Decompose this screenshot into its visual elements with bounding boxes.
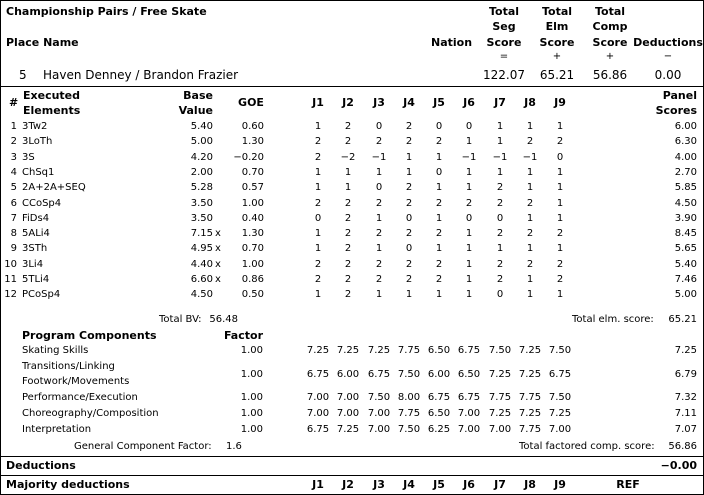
judge-score: 1 — [496, 136, 504, 148]
judge-score: 1 — [556, 182, 564, 194]
component-name: Interpretation — [22, 424, 92, 435]
judge-header: J4 — [403, 96, 415, 109]
component-score: 6.79 — [674, 369, 697, 380]
judge-score: 0 — [496, 289, 504, 301]
judge-header: J1 — [312, 96, 324, 109]
element-panel-score: 4.50 — [674, 197, 697, 209]
judge-score: 2 — [405, 197, 413, 209]
judge-score: 1 — [556, 121, 564, 132]
nation-header: Nation — [431, 36, 473, 49]
judge-score: 0 — [405, 212, 413, 224]
judge-score: 1 — [526, 166, 534, 178]
judge-score: 2 — [526, 197, 534, 209]
judge-score: 0 — [314, 212, 322, 224]
component-name: Skating Skills — [22, 345, 89, 356]
majority-judge-header: J1 — [312, 478, 324, 491]
judge-score: 0 — [465, 121, 473, 132]
judge-score: 7.25 — [488, 369, 512, 380]
judge-score: 2 — [496, 258, 504, 270]
deductions-value: −0.00 — [660, 459, 697, 472]
judge-score: 7.50 — [548, 345, 572, 356]
element-num: 4 — [10, 166, 17, 178]
judge-score: 1 — [435, 182, 443, 194]
element-name: 3Li4 — [22, 258, 44, 270]
judge-score: 6.00 — [336, 369, 360, 380]
judge-score: 6.25 — [427, 424, 451, 435]
element-bonus-mark: x — [215, 243, 221, 255]
judge-score: 1 — [556, 212, 564, 224]
judge-score: 1 — [405, 166, 413, 178]
element-num: 9 — [10, 243, 17, 255]
judge-score: 2 — [344, 228, 352, 240]
judge-score: 7.25 — [518, 369, 542, 380]
judge-score: 6.75 — [306, 369, 330, 380]
judge-score: −1 — [461, 151, 477, 163]
header-line: Total — [594, 5, 626, 18]
element-name: 3STh — [22, 243, 48, 255]
judge-score: 1 — [435, 212, 443, 224]
judge-score: 2 — [496, 197, 504, 209]
competitor-seg-score: 122.07 — [483, 68, 525, 82]
element-base-value: 6.60 — [190, 274, 213, 285]
judge-header: J5 — [433, 96, 445, 109]
judge-score: 6.75 — [457, 392, 481, 403]
majority-judge-header: J9 — [554, 478, 566, 491]
judge-score: 0 — [375, 182, 383, 194]
judge-score: 1 — [465, 243, 473, 255]
judge-score: 6.75 — [548, 369, 572, 380]
judge-score: 1 — [375, 212, 383, 224]
judge-score: 1 — [526, 182, 534, 194]
majority-judge-header: J8 — [524, 478, 536, 491]
tfc-label: Total factored comp. score: — [519, 441, 655, 452]
judge-score: 0 — [375, 121, 383, 132]
judge-score: 2 — [435, 228, 443, 240]
element-name: 3LoTh — [22, 136, 53, 148]
judge-score: 2 — [314, 258, 322, 270]
element-bonus-mark: x — [215, 228, 221, 240]
judge-score: 2 — [405, 228, 413, 240]
majority-judge-header: J4 — [403, 478, 415, 491]
judge-score: 1 — [526, 212, 534, 224]
judge-score: 7.50 — [397, 424, 421, 435]
element-panel-score: 7.46 — [674, 274, 697, 285]
panel-scores-header-line: Panel — [662, 89, 697, 102]
judge-score: 1 — [314, 182, 322, 194]
judge-score: 2 — [344, 274, 352, 285]
total-bv-value: 56.48 — [209, 314, 238, 325]
judge-score: 1 — [465, 166, 473, 178]
header-line: Score — [592, 36, 628, 49]
component-score: 7.07 — [674, 424, 697, 435]
judge-score: 1 — [344, 166, 352, 178]
component-factor: 1.00 — [240, 424, 263, 435]
judge-score: 7.00 — [306, 408, 330, 419]
judge-score: 0 — [405, 243, 413, 255]
element-num: 2 — [10, 136, 17, 148]
element-goe: 0.40 — [241, 212, 264, 224]
element-panel-score: 5.85 — [674, 182, 697, 194]
judge-score: 7.25 — [548, 408, 572, 419]
base-value-header-line: Value — [178, 104, 213, 117]
judge-score: 8.00 — [397, 392, 421, 403]
header-line: Elm — [545, 20, 569, 33]
element-base-value: 2.00 — [190, 166, 213, 178]
judge-score: 7.50 — [397, 369, 421, 380]
judge-score: 7.25 — [306, 345, 330, 356]
component-name: Choreography/Composition — [22, 408, 159, 419]
majority-deductions-label: Majority deductions — [6, 478, 130, 491]
component-factor: 1.00 — [240, 392, 263, 403]
judge-score: 2 — [496, 228, 504, 240]
component-factor: 1.00 — [240, 408, 263, 419]
element-panel-score: 4.00 — [674, 151, 697, 163]
component-factor: 1.00 — [240, 369, 263, 380]
element-base-value: 7.15 — [190, 228, 213, 240]
deductions-label: Deductions — [6, 459, 76, 472]
judge-score: 1 — [556, 166, 564, 178]
judge-score: 6.75 — [457, 345, 481, 356]
gcf-label: General Component Factor: — [74, 441, 212, 452]
component-score: 7.25 — [674, 345, 697, 356]
element-base-value: 3.50 — [190, 212, 213, 224]
base-value-header-line: Base — [183, 89, 213, 102]
judge-score: 1 — [556, 197, 564, 209]
judge-score: 2 — [556, 228, 564, 240]
tfc-value: 56.86 — [668, 441, 697, 452]
judge-score: 1 — [465, 274, 473, 285]
total-bv-label: Total BV: — [159, 314, 202, 325]
majority-judge-header: J7 — [494, 478, 506, 491]
judge-score: 2 — [405, 136, 413, 148]
judge-score: 2 — [435, 136, 443, 148]
divider — [1, 475, 703, 476]
judge-score: 2 — [375, 274, 383, 285]
element-name: 3Tw2 — [22, 121, 48, 132]
judge-score: 7.25 — [367, 345, 391, 356]
judge-score: 2 — [344, 121, 352, 132]
judge-score: 2 — [556, 258, 564, 270]
num-header: # — [9, 96, 19, 109]
judge-score: 2 — [344, 243, 352, 255]
page-title: Championship Pairs / Free Skate — [6, 5, 207, 18]
judge-score: 1 — [435, 151, 443, 163]
element-goe: 0.86 — [241, 274, 264, 285]
judge-score: 1 — [465, 136, 473, 148]
element-goe: −0.20 — [233, 151, 264, 163]
place-name-header: Place Name — [6, 36, 79, 49]
header-line: + — [552, 51, 562, 62]
element-panel-score: 2.70 — [674, 166, 697, 178]
judge-score: 1 — [556, 289, 564, 301]
judge-score: 6.50 — [427, 408, 451, 419]
judge-score: 1 — [344, 182, 352, 194]
judge-header: J8 — [524, 96, 536, 109]
judge-score: 0 — [496, 212, 504, 224]
judge-score: 1 — [526, 243, 534, 255]
judge-score: 2 — [465, 197, 473, 209]
judge-header: J3 — [373, 96, 385, 109]
divider — [1, 86, 703, 87]
element-num: 10 — [4, 258, 17, 270]
judge-score: 0 — [435, 166, 443, 178]
majority-judge-header: J2 — [342, 478, 354, 491]
judge-score: 1 — [526, 289, 534, 301]
judge-score: 7.00 — [367, 408, 391, 419]
header-line: Score — [539, 36, 575, 49]
judge-score: 2 — [405, 182, 413, 194]
judge-score: 1 — [375, 243, 383, 255]
judge-score: 2 — [375, 197, 383, 209]
judge-score: 1 — [405, 289, 413, 301]
header-line: − — [663, 51, 673, 62]
element-bonus-mark: x — [215, 258, 221, 270]
element-panel-score: 5.00 — [674, 289, 697, 301]
element-name: ChSq1 — [22, 166, 55, 178]
judge-score: 7.75 — [488, 392, 512, 403]
judge-score: 1 — [526, 121, 534, 132]
judge-score: 1 — [465, 228, 473, 240]
header-line: Comp — [592, 20, 628, 33]
element-base-value: 4.50 — [190, 289, 213, 301]
judge-score: −2 — [340, 151, 356, 163]
judge-score: 1 — [375, 289, 383, 301]
total-elm-label: Total elm. score: — [572, 314, 654, 325]
judge-score: 7.25 — [488, 408, 512, 419]
judge-score: 1 — [496, 121, 504, 132]
judge-score: 2 — [344, 289, 352, 301]
judge-score: 2 — [405, 274, 413, 285]
judge-score: 2 — [314, 197, 322, 209]
judge-score: 1 — [435, 243, 443, 255]
header-line: Score — [486, 36, 522, 49]
component-score: 7.32 — [674, 392, 697, 403]
judge-score: 7.25 — [336, 345, 360, 356]
element-bonus-mark: x — [215, 274, 221, 285]
element-num: 12 — [4, 289, 17, 301]
judge-score: 1 — [465, 289, 473, 301]
judge-score: 1 — [435, 289, 443, 301]
element-goe: 0.57 — [241, 182, 264, 194]
judge-score: 2 — [375, 136, 383, 148]
element-panel-score: 3.90 — [674, 212, 697, 224]
judge-score: 7.75 — [518, 424, 542, 435]
competitor-elm-score: 65.21 — [539, 68, 575, 82]
competitor-place: 5 — [19, 68, 27, 82]
judge-score: 7.50 — [548, 392, 572, 403]
judge-score: 2 — [556, 274, 564, 285]
judge-score: 7.75 — [397, 408, 421, 419]
divider — [1, 456, 703, 457]
element-goe: 1.30 — [241, 228, 264, 240]
element-name: FiDs4 — [22, 212, 50, 224]
judge-score: 7.75 — [397, 345, 421, 356]
component-name-line: Transitions/Linking — [22, 361, 115, 372]
element-base-value: 3.50 — [190, 197, 213, 209]
judge-score: 1 — [405, 151, 413, 163]
judge-score: 1 — [375, 166, 383, 178]
element-panel-score: 5.65 — [674, 243, 697, 255]
component-name: Performance/Execution — [22, 392, 138, 403]
judge-score: 6.50 — [427, 345, 451, 356]
majority-judge-header: J3 — [373, 478, 385, 491]
judge-score: 2 — [375, 258, 383, 270]
element-base-value: 4.40 — [190, 258, 213, 270]
goe-header: GOE — [238, 96, 264, 109]
competitor-deductions: 0.00 — [654, 68, 682, 82]
judge-score: 2 — [375, 228, 383, 240]
header-line: Total — [541, 5, 573, 18]
judge-score: −1 — [371, 151, 387, 163]
judge-header: J9 — [554, 96, 566, 109]
element-num: 1 — [10, 121, 17, 132]
judge-score: 6.50 — [457, 369, 481, 380]
judge-score: 7.75 — [518, 392, 542, 403]
component-factor: 1.00 — [240, 345, 263, 356]
judge-score: 7.25 — [518, 408, 542, 419]
judge-score: 2 — [344, 197, 352, 209]
element-goe: 1.00 — [241, 197, 264, 209]
element-name: PCoSp4 — [22, 289, 61, 301]
element-panel-score: 8.45 — [674, 228, 697, 240]
judge-header: J7 — [494, 96, 506, 109]
judge-score: 2 — [435, 197, 443, 209]
judge-score: 0 — [465, 212, 473, 224]
element-num: 7 — [10, 212, 17, 224]
judge-score: 1 — [465, 258, 473, 270]
element-num: 6 — [10, 197, 17, 209]
element-goe: 0.60 — [241, 121, 264, 132]
judge-score: 2 — [344, 136, 352, 148]
judge-score: 7.25 — [336, 424, 360, 435]
element-goe: 0.50 — [241, 289, 264, 301]
element-goe: 1.00 — [241, 258, 264, 270]
element-name: 5TLi4 — [22, 274, 50, 285]
judge-score: 7.00 — [367, 424, 391, 435]
judge-score: 6.00 — [427, 369, 451, 380]
judge-score: 2 — [314, 136, 322, 148]
element-name: 2A+2A+SEQ — [22, 182, 86, 194]
judge-score: 7.25 — [518, 345, 542, 356]
element-num: 3 — [10, 151, 17, 163]
header-line: Deductions — [633, 36, 703, 49]
header-line: + — [605, 51, 615, 62]
judge-score: 7.00 — [457, 408, 481, 419]
judge-score: 2 — [526, 136, 534, 148]
element-goe: 1.30 — [241, 136, 264, 148]
judge-score: 7.00 — [336, 408, 360, 419]
judge-score: 2 — [435, 258, 443, 270]
element-base-value: 5.28 — [190, 182, 213, 194]
judge-score: 7.50 — [488, 345, 512, 356]
element-num: 11 — [4, 274, 17, 285]
judge-score: 0 — [556, 151, 564, 163]
judge-header: J2 — [342, 96, 354, 109]
element-base-value: 5.00 — [190, 136, 213, 148]
judge-score: 0 — [435, 121, 443, 132]
judge-score: 1 — [526, 274, 534, 285]
judge-score: 2 — [314, 274, 322, 285]
judge-score: 2 — [405, 121, 413, 132]
judge-score: 6.75 — [306, 424, 330, 435]
program-components-header: Program Components — [22, 329, 157, 342]
header-line: Total — [488, 5, 520, 18]
judge-score: 2 — [526, 258, 534, 270]
gcf-value: 1.6 — [226, 441, 242, 452]
majority-judge-header: J5 — [433, 478, 445, 491]
element-name: 5ALi4 — [22, 228, 50, 240]
judge-score: 1 — [314, 243, 322, 255]
judge-score: 2 — [344, 212, 352, 224]
majority-judge-header: J6 — [463, 478, 475, 491]
element-num: 8 — [10, 228, 17, 240]
judge-score: −1 — [492, 151, 508, 163]
executed-header-line: Elements — [23, 104, 81, 117]
judge-score: 2 — [435, 274, 443, 285]
judge-score: 7.00 — [457, 424, 481, 435]
judge-score: 7.50 — [367, 392, 391, 403]
component-score: 7.11 — [674, 408, 697, 419]
competitor-comp-score: 56.86 — [592, 68, 628, 82]
panel-scores-header-line: Scores — [655, 104, 697, 117]
component-name-line: Footwork/Movements — [22, 376, 130, 387]
element-goe: 0.70 — [241, 243, 264, 255]
element-goe: 0.70 — [241, 166, 264, 178]
judge-score: 1 — [556, 243, 564, 255]
element-base-value: 5.40 — [190, 121, 213, 132]
judge-score: 1 — [314, 166, 322, 178]
judge-score: 1 — [314, 289, 322, 301]
header-line: Seg — [492, 20, 516, 33]
judge-score: 2 — [344, 258, 352, 270]
judge-score: 2 — [405, 258, 413, 270]
judge-score: −1 — [522, 151, 538, 163]
ref-label: REF — [616, 478, 640, 491]
element-num: 5 — [10, 182, 17, 194]
element-panel-score: 5.40 — [674, 258, 697, 270]
judge-score: 2 — [496, 274, 504, 285]
judge-score: 1 — [496, 166, 504, 178]
judge-score: 2 — [556, 136, 564, 148]
element-panel-score: 6.30 — [674, 136, 697, 148]
judge-score: 6.75 — [427, 392, 451, 403]
judge-score: 2 — [526, 228, 534, 240]
element-base-value: 4.20 — [190, 151, 213, 163]
competitor-name: Haven Denney / Brandon Frazier — [43, 68, 239, 82]
judge-score: 7.00 — [306, 392, 330, 403]
factor-header: Factor — [223, 329, 263, 342]
element-name: CCoSp4 — [22, 197, 62, 209]
total-elm-value: 65.21 — [668, 314, 697, 325]
header-line: = — [499, 51, 509, 62]
judge-score: 2 — [314, 151, 322, 163]
judge-score: 1 — [465, 182, 473, 194]
judge-score: 6.75 — [367, 369, 391, 380]
element-base-value: 4.95 — [190, 243, 213, 255]
judge-score: 2 — [496, 182, 504, 194]
judge-score: 1 — [496, 243, 504, 255]
element-panel-score: 6.00 — [674, 121, 697, 132]
judge-score: 1 — [314, 121, 322, 132]
judge-score: 1 — [314, 228, 322, 240]
judge-score: 7.00 — [548, 424, 572, 435]
judge-score: 7.00 — [488, 424, 512, 435]
element-name: 3S — [22, 151, 35, 163]
executed-header-line: Executed — [23, 89, 81, 102]
judge-header: J6 — [463, 96, 475, 109]
judge-score: 7.00 — [336, 392, 360, 403]
